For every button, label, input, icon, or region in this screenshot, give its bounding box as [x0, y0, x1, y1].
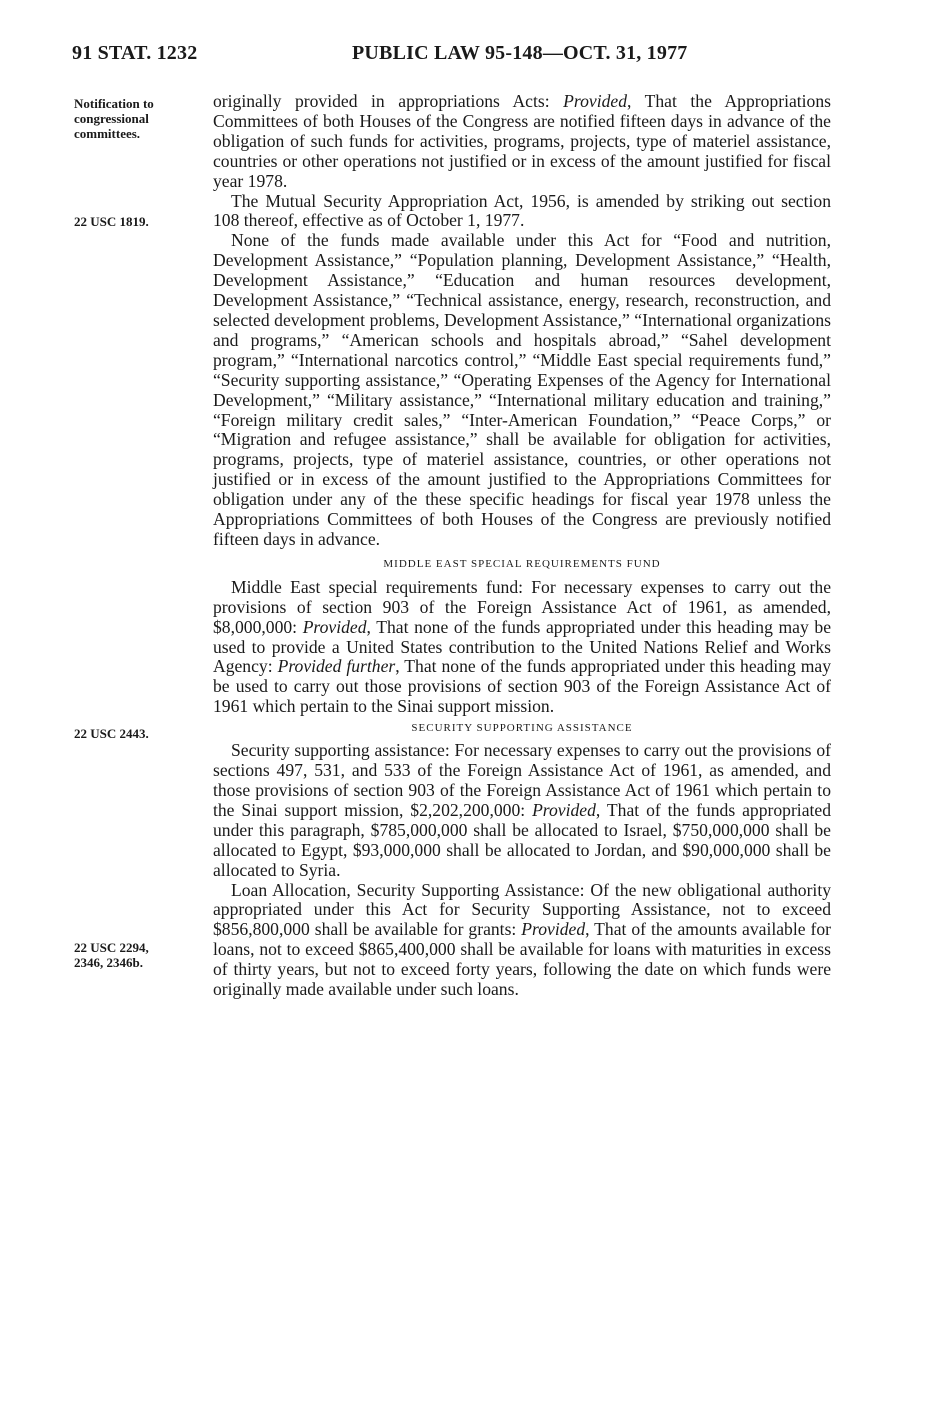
margin-note-line: congressional	[74, 111, 149, 126]
margin-note-line: 2346, 2346b.	[74, 955, 143, 970]
text-run: Loan Allocation, Security Supporting Assistance: Of the new obligational authority appropriated under this Act for Security Supporting Assistance, not to exceed $856,800,000 shall be available for grants:	[213, 879, 831, 940]
paragraph-loan-allocation	[213, 881, 831, 1000]
text-run: , That the Appropriations Committees of both Houses of the Congress are notified fifteen days in advance of the obligation of such funds for activities, programs, projects, type of materiel assistance, countries or other operations not justified or in excess of the amount justified for fiscal year 1978.	[213, 91, 831, 191]
margin-note-line: 22 USC 2294,	[74, 940, 149, 955]
text-run: originally provided in appropriations Acts:	[213, 91, 564, 111]
italic-provided: Provided	[563, 91, 627, 111]
paragraph-notification	[213, 92, 831, 192]
page-header	[72, 42, 832, 72]
text-run: , That of the funds appropriated under this paragraph, $785,000,000 shall be allocated to Israel, $750,000,000 shall be allocated to Egypt, $93,000,000 shall be allocated to Jordan, and $90,000,000 shall be allocated to Syria.	[213, 799, 831, 880]
paragraph-mutual-security: The Mutual Security Appropriation Act, 1956, is amended by striking out section 108 thereof, effective as of October 1, 1977.	[213, 190, 831, 231]
margin-note-usc-2443: 22 USC 2443.	[74, 726, 149, 741]
italic-provided: Provided	[532, 799, 596, 820]
text-run: , That none of the funds appropriated under this heading may be used to provide a United States contribution to the United Nations Relief and Works Agency:	[213, 616, 832, 677]
italic-provided-further: Provided further	[277, 656, 396, 677]
main-text	[213, 92, 831, 1000]
text-run: Security supporting assistance: For necessary expenses to carry out the provisions of sections 497, 531, and 533 of the Foreign Assistance Act of 1961, as amended, and those provisions of section 903 of the Foreign Assistance Act of 1961 which pertain to the Sinai support mission, $2,202,200,000:	[213, 740, 831, 820]
paragraph-security-supporting	[213, 741, 831, 880]
text-run: , That none of the funds appropriated under this heading may be used to carry out those provisions of section 903 of the Foreign Assistance Act of 1961 which pertain to the Sinai support mission.	[213, 656, 831, 717]
section-heading-security-supporting: SECURITY SUPPORTING ASSISTANCE	[411, 722, 633, 735]
text-run: , That of the amounts available for loans, not to exceed $865,400,000 shall be available for loans with maturities in excess of thirty years, but not to exceed forty years, following the date on which funds were originally made available under such loans.	[213, 919, 831, 1000]
italic-provided: Provided	[302, 616, 367, 637]
page-reference: 91 STAT. 1232	[72, 42, 198, 64]
margin-note-usc-2294	[74, 940, 199, 970]
margin-note-line: Notification to	[74, 96, 154, 111]
italic-provided: Provided	[521, 919, 586, 940]
section-heading-middle-east: MIDDLE EAST SPECIAL REQUIREMENTS FUND	[383, 557, 661, 570]
law-title: PUBLIC LAW 95-148—OCT. 31, 1977	[352, 42, 688, 64]
margin-note-usc-1819: 22 USC 1819.	[74, 214, 149, 229]
margin-note-line: committees.	[74, 126, 141, 141]
paragraph-funds-limitation: None of the funds made available under this Act for “Food and nutrition, Development Assistance,” “Population planning, Development Assistance,” “Health, Development Assistance,” “Education and human resources development, Development Assistance,” “Technical assistance, energy, research, reconstruction, and selected development problems, Development Assistance,” “International organizations and programs,” “American schools and hospitals abroad,” “Sahel development program,” “International narcotics control,” “Middle East special requirements fund,” “Security supporting assistance,” “Operating Expenses of the Agency for International Development,” “Military assistance,” “International military education and training,” “Foreign military credit sales,” “Inter-American Foundation,” “Peace Corps,” or “Migration and refugee assistance,” shall be available for obligation for activities, programs, projects, type of materiel assistance, countries, or other operations not justified or in excess of the amount justified to the Appropriations Committees for obligation under any of the these specific headings for fiscal year 1978 unless the Appropriations Committees of both Houses of the Congress are previously notified fifteen days in advance.	[213, 230, 831, 549]
paragraph-middle-east-fund	[213, 578, 831, 717]
margin-note-notification	[74, 96, 199, 141]
text-run: Middle East special requirements fund: For necessary expenses to carry out the provisions of section 903 of the Foreign Assistance Act of 1961, as amended, $8,000,000:	[213, 576, 831, 637]
